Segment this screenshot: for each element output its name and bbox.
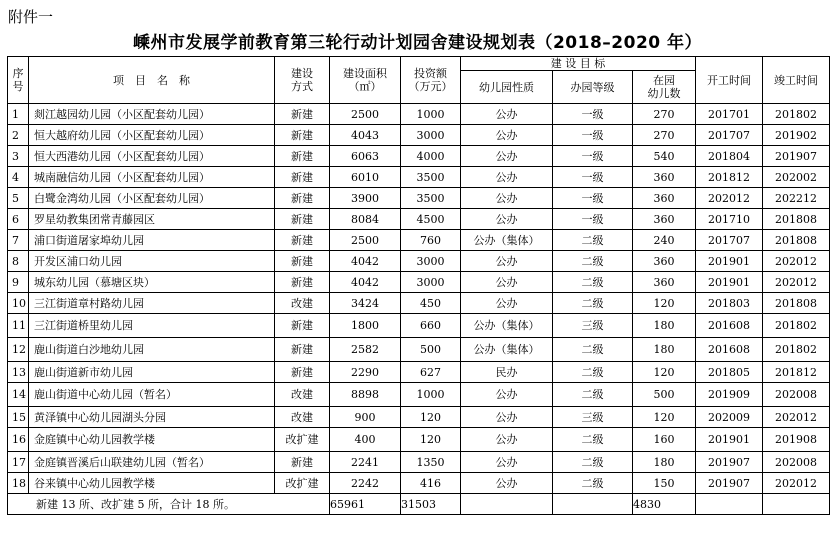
total-summary: 新建 13 所、改扩建 5 所，合计 18 所。 (8, 494, 330, 515)
row-start: 201710 (696, 209, 763, 230)
row-no: 7 (8, 230, 29, 251)
row-children: 270 (633, 125, 696, 146)
row-end: 201802 (763, 104, 830, 125)
row-area: 2242 (330, 473, 401, 494)
row-start: 201608 (696, 338, 763, 362)
row-end: 202212 (763, 188, 830, 209)
row-start: 201901 (696, 251, 763, 272)
row-nature: 公办 (461, 167, 553, 188)
table-row (8, 209, 830, 230)
row-nature: 公办 (461, 146, 553, 167)
row-children: 360 (633, 272, 696, 293)
row-start: 201909 (696, 383, 763, 407)
row-nature: 公办 (461, 428, 553, 452)
row-grade: 二级 (553, 338, 633, 362)
row-invest: 416 (401, 473, 461, 494)
row-start: 201805 (696, 362, 763, 383)
row-method: 改建 (275, 407, 330, 428)
row-name: 城南融信幼儿园（小区配套幼儿园） (29, 167, 275, 188)
row-children: 540 (633, 146, 696, 167)
row-invest: 760 (401, 230, 461, 251)
row-name: 恒大西港幼儿园（小区配套幼儿园） (29, 146, 275, 167)
row-method: 新建 (275, 188, 330, 209)
row-no: 16 (8, 428, 29, 452)
row-children: 360 (633, 209, 696, 230)
total-children: 4830 (633, 494, 696, 515)
row-no: 18 (8, 473, 29, 494)
row-name: 黄泽镇中心幼儿园湖头分园 (29, 407, 275, 428)
table-header (8, 57, 830, 104)
row-nature: 公办 (461, 293, 553, 314)
row-no: 8 (8, 251, 29, 272)
row-start: 201901 (696, 428, 763, 452)
row-nature: 公办 (461, 251, 553, 272)
row-area: 4042 (330, 251, 401, 272)
row-end: 201802 (763, 338, 830, 362)
row-invest: 1000 (401, 383, 461, 407)
row-end: 201802 (763, 314, 830, 338)
row-children: 160 (633, 428, 696, 452)
row-no: 11 (8, 314, 29, 338)
row-name: 谷来镇中心幼儿园教学楼 (29, 473, 275, 494)
row-method: 新建 (275, 167, 330, 188)
row-nature: 公办 (461, 125, 553, 146)
row-no: 6 (8, 209, 29, 230)
row-invest: 3500 (401, 188, 461, 209)
header-seq: 序 号 (8, 57, 29, 104)
row-invest: 1000 (401, 104, 461, 125)
row-area: 4043 (330, 125, 401, 146)
row-grade: 二级 (553, 452, 633, 473)
row-children: 180 (633, 314, 696, 338)
row-invest: 3000 (401, 272, 461, 293)
table-row (8, 188, 830, 209)
row-grade: 一级 (553, 125, 633, 146)
table-row (8, 167, 830, 188)
row-grade: 二级 (553, 272, 633, 293)
header-start: 开工时间 (696, 57, 763, 104)
table-row (8, 125, 830, 146)
total-area: 65961 (330, 494, 401, 515)
row-method: 改扩建 (275, 428, 330, 452)
table-row (8, 251, 830, 272)
row-grade: 一级 (553, 146, 633, 167)
row-name: 开发区浦口幼儿园 (29, 251, 275, 272)
row-children: 180 (633, 338, 696, 362)
row-start: 201701 (696, 104, 763, 125)
construction-plan-table (7, 56, 830, 515)
table-row (8, 230, 830, 251)
row-children: 120 (633, 362, 696, 383)
row-name: 鹿山街道白沙地幼儿园 (29, 338, 275, 362)
row-method: 改建 (275, 293, 330, 314)
row-area: 3424 (330, 293, 401, 314)
row-end: 201907 (763, 146, 830, 167)
row-children: 500 (633, 383, 696, 407)
row-area: 1800 (330, 314, 401, 338)
total-invest: 31503 (401, 494, 461, 515)
row-method: 改扩建 (275, 473, 330, 494)
row-no: 15 (8, 407, 29, 428)
total-grade-empty (553, 494, 633, 515)
table-row (8, 338, 830, 362)
row-invest: 120 (401, 407, 461, 428)
row-name: 金庭镇晋溪后山联建幼儿园（暂名） (29, 452, 275, 473)
total-nature-empty (461, 494, 553, 515)
row-end: 201808 (763, 209, 830, 230)
row-grade: 一级 (553, 209, 633, 230)
row-children: 270 (633, 104, 696, 125)
row-end: 202012 (763, 407, 830, 428)
row-name: 三江街道章村路幼儿园 (29, 293, 275, 314)
document-title: 嵊州市发展学前教育第三轮行动计划园舍建设规划表（2018–2020 年） (132, 33, 703, 53)
row-method: 新建 (275, 146, 330, 167)
row-no: 5 (8, 188, 29, 209)
table-row (8, 407, 830, 428)
row-start: 201707 (696, 125, 763, 146)
row-nature: 公办 (461, 473, 553, 494)
row-end: 202012 (763, 251, 830, 272)
row-children: 360 (633, 188, 696, 209)
row-invest: 3000 (401, 251, 461, 272)
total-row (8, 494, 830, 515)
table-row (8, 473, 830, 494)
row-method: 新建 (275, 452, 330, 473)
row-method: 新建 (275, 251, 330, 272)
row-name: 剡江越园幼儿园（小区配套幼儿园） (29, 104, 275, 125)
row-method: 新建 (275, 338, 330, 362)
row-name: 白鹭金湾幼儿园（小区配套幼儿园） (29, 188, 275, 209)
row-invest: 4500 (401, 209, 461, 230)
row-end: 201812 (763, 362, 830, 383)
row-nature: 公办 (461, 272, 553, 293)
row-invest: 1350 (401, 452, 461, 473)
row-nature: 公办 (461, 104, 553, 125)
row-no: 2 (8, 125, 29, 146)
row-children: 150 (633, 473, 696, 494)
row-end: 201808 (763, 293, 830, 314)
header-area: 建设面积 （㎡） (330, 57, 401, 104)
row-name: 恒大越府幼儿园（小区配套幼儿园） (29, 125, 275, 146)
row-no: 4 (8, 167, 29, 188)
row-nature: 公办 (461, 407, 553, 428)
row-grade: 三级 (553, 314, 633, 338)
row-nature: 公办（集体） (461, 338, 553, 362)
row-no: 12 (8, 338, 29, 362)
header-goal: 建 设 目 标 (461, 57, 696, 71)
row-grade: 二级 (553, 473, 633, 494)
row-name: 三江街道桥里幼儿园 (29, 314, 275, 338)
row-area: 2500 (330, 230, 401, 251)
row-end: 202012 (763, 272, 830, 293)
row-start: 201804 (696, 146, 763, 167)
row-method: 新建 (275, 362, 330, 383)
row-area: 400 (330, 428, 401, 452)
row-start: 201707 (696, 230, 763, 251)
row-grade: 二级 (553, 428, 633, 452)
row-area: 3900 (330, 188, 401, 209)
row-nature: 公办 (461, 188, 553, 209)
table-row (8, 293, 830, 314)
row-start: 202009 (696, 407, 763, 428)
row-area: 6063 (330, 146, 401, 167)
total-start-empty (696, 494, 763, 515)
row-nature: 民办 (461, 362, 553, 383)
table-row (8, 146, 830, 167)
row-method: 新建 (275, 272, 330, 293)
row-area: 2290 (330, 362, 401, 383)
row-invest: 4000 (401, 146, 461, 167)
row-end: 201808 (763, 230, 830, 251)
row-method: 新建 (275, 209, 330, 230)
row-name: 金庭镇中心幼儿园教学楼 (29, 428, 275, 452)
header-invest: 投资额 （万元） (401, 57, 461, 104)
row-no: 13 (8, 362, 29, 383)
row-invest: 3000 (401, 125, 461, 146)
table-row (8, 272, 830, 293)
header-name: 项 目 名 称 (29, 57, 275, 104)
row-grade: 三级 (553, 407, 633, 428)
row-method: 改建 (275, 383, 330, 407)
row-children: 180 (633, 452, 696, 473)
row-method: 新建 (275, 104, 330, 125)
table-row (8, 314, 830, 338)
row-name: 鹿山街道新市幼儿园 (29, 362, 275, 383)
row-end: 202008 (763, 383, 830, 407)
row-area: 2500 (330, 104, 401, 125)
table-row (8, 383, 830, 407)
table-row (8, 428, 830, 452)
row-children: 120 (633, 407, 696, 428)
row-nature: 公办 (461, 383, 553, 407)
row-no: 10 (8, 293, 29, 314)
row-nature: 公办 (461, 209, 553, 230)
attachment-label: 附件一 (8, 8, 54, 26)
row-end: 202012 (763, 473, 830, 494)
row-invest: 627 (401, 362, 461, 383)
row-start: 201812 (696, 167, 763, 188)
header-children: 在园 幼儿数 (633, 71, 696, 104)
header-method: 建设 方式 (275, 57, 330, 104)
table-row (8, 104, 830, 125)
row-invest: 120 (401, 428, 461, 452)
row-nature: 公办（集体） (461, 230, 553, 251)
row-start: 201907 (696, 452, 763, 473)
row-end: 201908 (763, 428, 830, 452)
row-area: 8898 (330, 383, 401, 407)
row-end: 202008 (763, 452, 830, 473)
row-name: 罗星幼教集团常青藤园区 (29, 209, 275, 230)
row-name: 鹿山街道中心幼儿园（暂名） (29, 383, 275, 407)
table-body (8, 104, 830, 494)
row-invest: 660 (401, 314, 461, 338)
row-no: 3 (8, 146, 29, 167)
row-method: 新建 (275, 125, 330, 146)
row-start: 201803 (696, 293, 763, 314)
row-name: 城东幼儿园（慕塘区块） (29, 272, 275, 293)
row-no: 1 (8, 104, 29, 125)
row-children: 120 (633, 293, 696, 314)
total-end-empty (763, 494, 830, 515)
row-start: 201608 (696, 314, 763, 338)
header-nature: 幼儿园性质 (461, 71, 553, 104)
row-end: 201902 (763, 125, 830, 146)
row-invest: 500 (401, 338, 461, 362)
row-grade: 一级 (553, 167, 633, 188)
row-name: 浦口街道屠家埠幼儿园 (29, 230, 275, 251)
row-start: 201907 (696, 473, 763, 494)
header-end: 竣工时间 (763, 57, 830, 104)
row-grade: 一级 (553, 188, 633, 209)
row-grade: 二级 (553, 230, 633, 251)
row-area: 900 (330, 407, 401, 428)
row-method: 新建 (275, 230, 330, 251)
row-nature: 公办（集体） (461, 314, 553, 338)
row-nature: 公办 (461, 452, 553, 473)
row-grade: 二级 (553, 383, 633, 407)
row-no: 14 (8, 383, 29, 407)
row-area: 8084 (330, 209, 401, 230)
row-area: 2241 (330, 452, 401, 473)
row-grade: 二级 (553, 362, 633, 383)
row-no: 17 (8, 452, 29, 473)
row-area: 2582 (330, 338, 401, 362)
row-start: 202012 (696, 188, 763, 209)
row-no: 9 (8, 272, 29, 293)
row-grade: 一级 (553, 104, 633, 125)
row-area: 6010 (330, 167, 401, 188)
table-row (8, 362, 830, 383)
row-method: 新建 (275, 314, 330, 338)
table-row (8, 452, 830, 473)
header-grade: 办园等级 (553, 71, 633, 104)
row-grade: 二级 (553, 293, 633, 314)
row-children: 360 (633, 167, 696, 188)
row-invest: 3500 (401, 167, 461, 188)
row-start: 201901 (696, 272, 763, 293)
row-grade: 二级 (553, 251, 633, 272)
row-children: 240 (633, 230, 696, 251)
row-end: 202002 (763, 167, 830, 188)
row-area: 4042 (330, 272, 401, 293)
row-invest: 450 (401, 293, 461, 314)
row-children: 360 (633, 251, 696, 272)
